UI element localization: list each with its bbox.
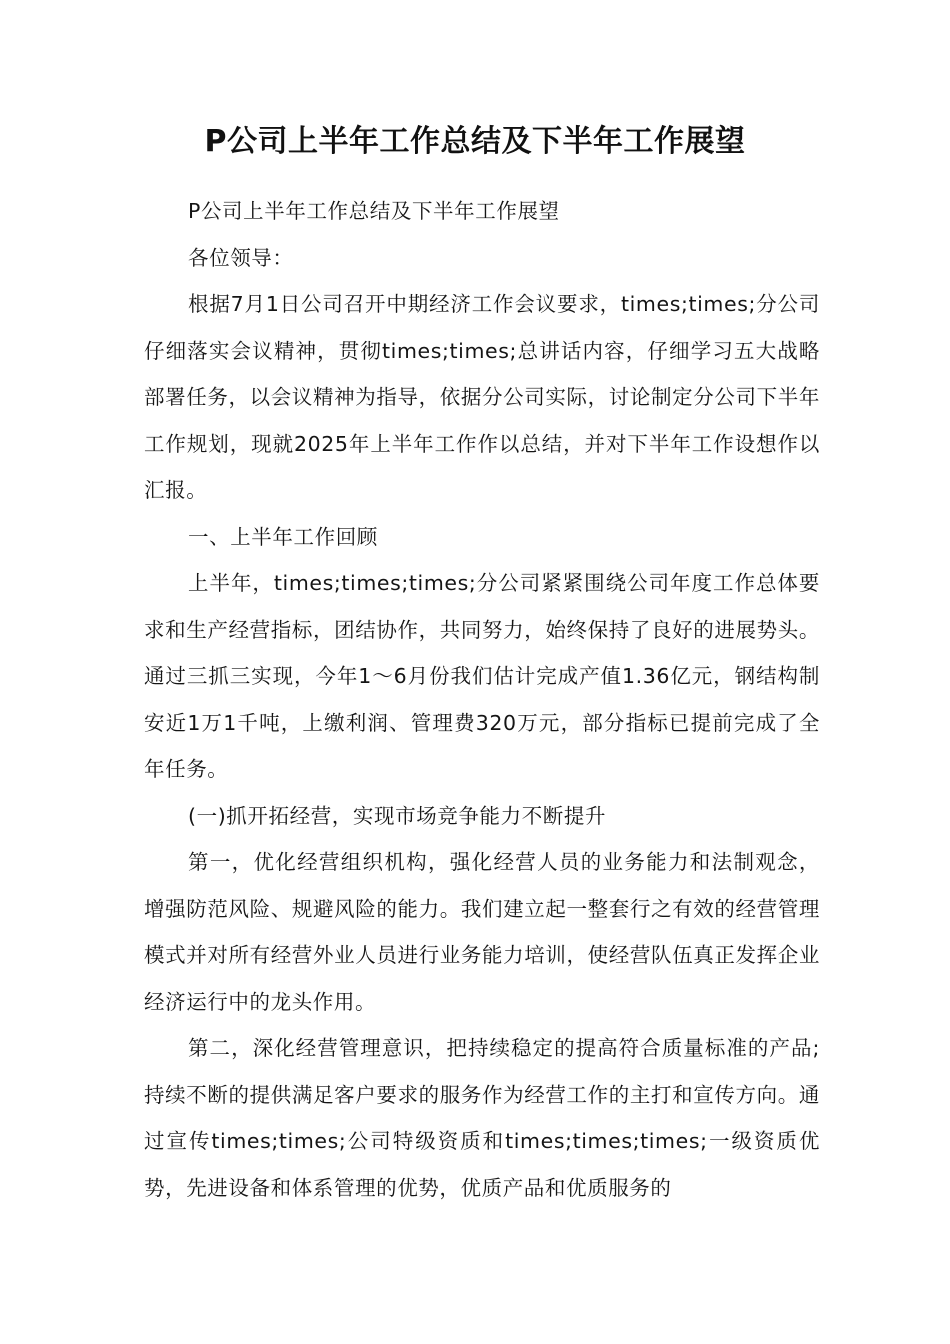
subsection-heading-marketing: (一)抓开拓经营，实现市场竞争能力不断提升	[188, 803, 607, 828]
paragraph-intro: 根据7月1日公司召开中期经济工作会议要求，times;times;分公司仔细落实会议精神，贯彻times;times;总讲话内容，仔细学习五大战略部署任务，以会议精神为指导，依据分公司实际，讨论制定分公司下半年工作规划，现就2025年上半年工作作以总结，并对下半年工作设想作以汇报。	[144, 292, 820, 502]
document-title: P公司上半年工作总结及下半年工作展望	[204, 124, 746, 159]
paragraph-first-point: 第一，优化经营组织机构，强化经营人员的业务能力和法制观念，增强防范风险、规避风险的能力。我们建立起一整套行之有效的经营管理模式并对所有经营外业人员进行业务能力培训，使经营队伍真正发挥企业经济运行中的龙头作用。	[144, 850, 820, 1014]
paragraph-second-point: 第二，深化经营管理意识，把持续稳定的提高符合质量标准的产品;持续不断的提供满足客户要求的服务作为经营工作的主打和宣传方向。通过宣传times;times;公司特级资质和times;times;times;一级资质优势，先进设备和体系管理的优势，优质产品和优质服务的	[144, 1036, 820, 1200]
section-heading-review: 一、上半年工作回顾	[188, 524, 378, 549]
paragraph-subtitle: P公司上半年工作总结及下半年工作展望	[188, 199, 560, 223]
document-body	[144, 188, 820, 1211]
paragraph-salutation: 各位领导：	[188, 245, 294, 270]
paragraph-review-summary: 上半年，times;times;times;分公司紧紧围绕公司年度工作总体要求和生产经营指标，团结协作，共同努力，始终保持了良好的进展势头。通过三抓三实现，今年1～6月份我们估计完成产值1.36亿元，钢结构制安近1万1千吨，上缴利润、管理费320万元，部分指标已提前完成了全年任务。	[144, 571, 820, 781]
